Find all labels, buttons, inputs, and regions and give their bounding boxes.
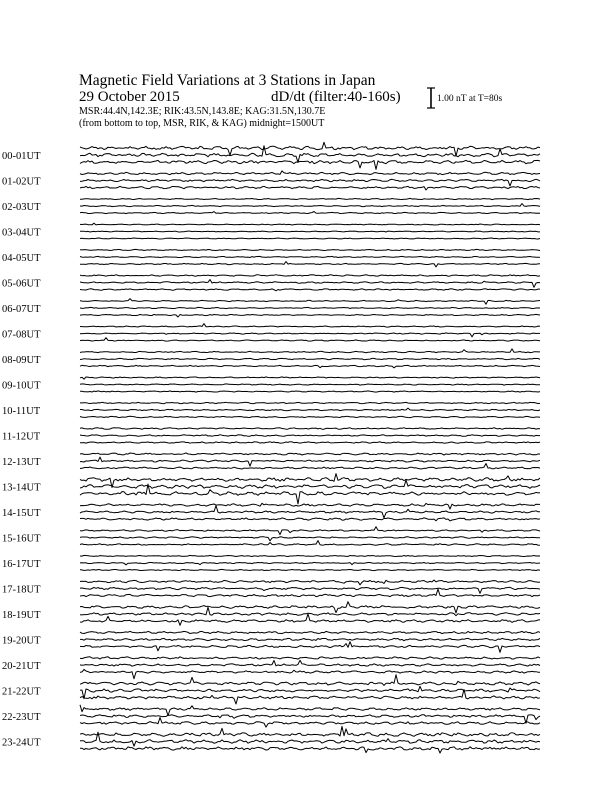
hour-label: 10-11UT: [2, 406, 41, 417]
trace-rik: [80, 280, 540, 288]
hour-labels: [2, 151, 41, 749]
trace-kag: [80, 377, 540, 379]
trace-rik: [80, 587, 540, 593]
trace-msr: [80, 518, 540, 521]
trace-order-note: (from bottom to top, MSR, RIK, & KAG) midnight=1500UT: [79, 118, 325, 129]
trace-msr: [80, 160, 540, 169]
trace-rik: [80, 607, 540, 616]
trace-rik: [80, 435, 540, 437]
trace-msr: [80, 464, 540, 470]
trace-rik: [80, 638, 540, 640]
trace-msr: [80, 238, 540, 239]
trace-kag: [80, 726, 540, 736]
trace-kag: [80, 324, 540, 328]
chart-title: Magnetic Field Variations at 3 Stations in Japan: [79, 72, 376, 89]
trace-kag: [80, 349, 540, 353]
trace-msr: [80, 642, 540, 653]
trace-rik: [80, 204, 540, 207]
hour-label: 05-06UT: [2, 278, 41, 290]
station-coordinates: MSR:44.4N,142.3E; RIK:43.5N,143.8E; KAG:31.5N,130.7E: [79, 106, 326, 117]
hour-label: 23-24UT: [2, 737, 41, 749]
trace-msr: [80, 589, 540, 597]
trace-msr: [80, 262, 540, 267]
trace-rik: [80, 333, 540, 337]
chart-date: 29 October 2015: [79, 89, 180, 105]
trace-msr: [80, 212, 540, 214]
trace-msr: [80, 614, 540, 625]
trace-kag: [80, 402, 540, 403]
hour-label: 07-08UT: [2, 329, 41, 341]
trace-kag: [80, 453, 540, 455]
trace-rik: [80, 732, 540, 746]
trace-kag: [80, 705, 540, 716]
trace-rik: [80, 358, 540, 359]
hour-label: 14-15UT: [2, 508, 41, 519]
trace-kag: [80, 428, 540, 430]
trace-kag: [80, 474, 540, 488]
trace-kag: [80, 299, 540, 305]
scale-bar: [427, 88, 435, 108]
hour-label: 17-18UT: [2, 584, 41, 596]
trace-kag: [80, 657, 540, 659]
trace-rik: [80, 408, 540, 411]
hour-label: 01-02UT: [2, 176, 41, 188]
hour-label: 08-09UT: [2, 355, 41, 366]
trace-kag: [80, 580, 540, 585]
trace-msr: [80, 442, 540, 444]
hour-label: 16-17UT: [2, 559, 41, 570]
trace-msr: [80, 289, 540, 291]
trace-kag: [80, 198, 540, 199]
hour-label: 00-01UT: [2, 151, 41, 162]
hour-label: 09-10UT: [2, 380, 41, 392]
trace-kag: [80, 249, 540, 250]
trace-kag: [80, 275, 540, 277]
traces: [80, 142, 540, 753]
trace-rik: [80, 506, 540, 518]
trace-rik: [80, 231, 540, 232]
trace-rik: [80, 256, 540, 257]
hour-label: 18-19UT: [2, 610, 41, 621]
trace-kag: [80, 171, 540, 175]
trace-msr: [80, 747, 540, 753]
hour-label: 04-05UT: [2, 253, 41, 264]
trace-msr: [80, 338, 540, 341]
hour-label: 19-20UT: [2, 635, 41, 647]
hour-label: 22-23UT: [2, 712, 41, 723]
trace-kag: [80, 142, 540, 156]
trace-rik: [80, 457, 540, 466]
hour-label: 03-04UT: [2, 227, 41, 239]
trace-msr: [80, 314, 540, 317]
trace-msr: [80, 416, 540, 417]
trace-rik: [80, 179, 540, 186]
chart-quantity: dD/dt (filter:40-160s): [271, 89, 401, 105]
hour-label: 21-22UT: [2, 686, 41, 698]
hour-label: 02-03UT: [2, 202, 41, 213]
hour-label: 15-16UT: [2, 533, 41, 545]
trace-kag: [80, 223, 540, 225]
trace-rik: [80, 384, 540, 385]
hour-label: 12-13UT: [2, 457, 41, 468]
trace-msr: [80, 690, 540, 705]
trace-msr: [80, 391, 540, 392]
hour-label: 13-14UT: [2, 482, 41, 494]
trace-kag: [80, 631, 540, 633]
trace-rik: [80, 307, 540, 308]
hour-label: 20-21UT: [2, 661, 41, 672]
trace-msr: [80, 484, 540, 504]
trace-msr: [80, 365, 540, 368]
hour-label: 06-07UT: [2, 304, 41, 315]
hour-label: 11-12UT: [2, 431, 41, 443]
trace-msr: [80, 541, 540, 546]
trace-rik: [80, 660, 540, 666]
trace-msr: [80, 718, 540, 728]
trace-msr: [80, 569, 540, 570]
trace-rik: [80, 562, 540, 564]
trace-msr: [80, 669, 540, 678]
trace-kag: [80, 602, 540, 613]
trace-msr: [80, 186, 540, 190]
trace-rik: [80, 537, 540, 541]
trace-kag: [80, 555, 540, 556]
trace-kag: [80, 503, 540, 509]
scale-bar-label: 1.00 nT at T=80s: [437, 94, 503, 104]
trace-kag: [80, 527, 540, 535]
trace-kag: [80, 675, 540, 686]
